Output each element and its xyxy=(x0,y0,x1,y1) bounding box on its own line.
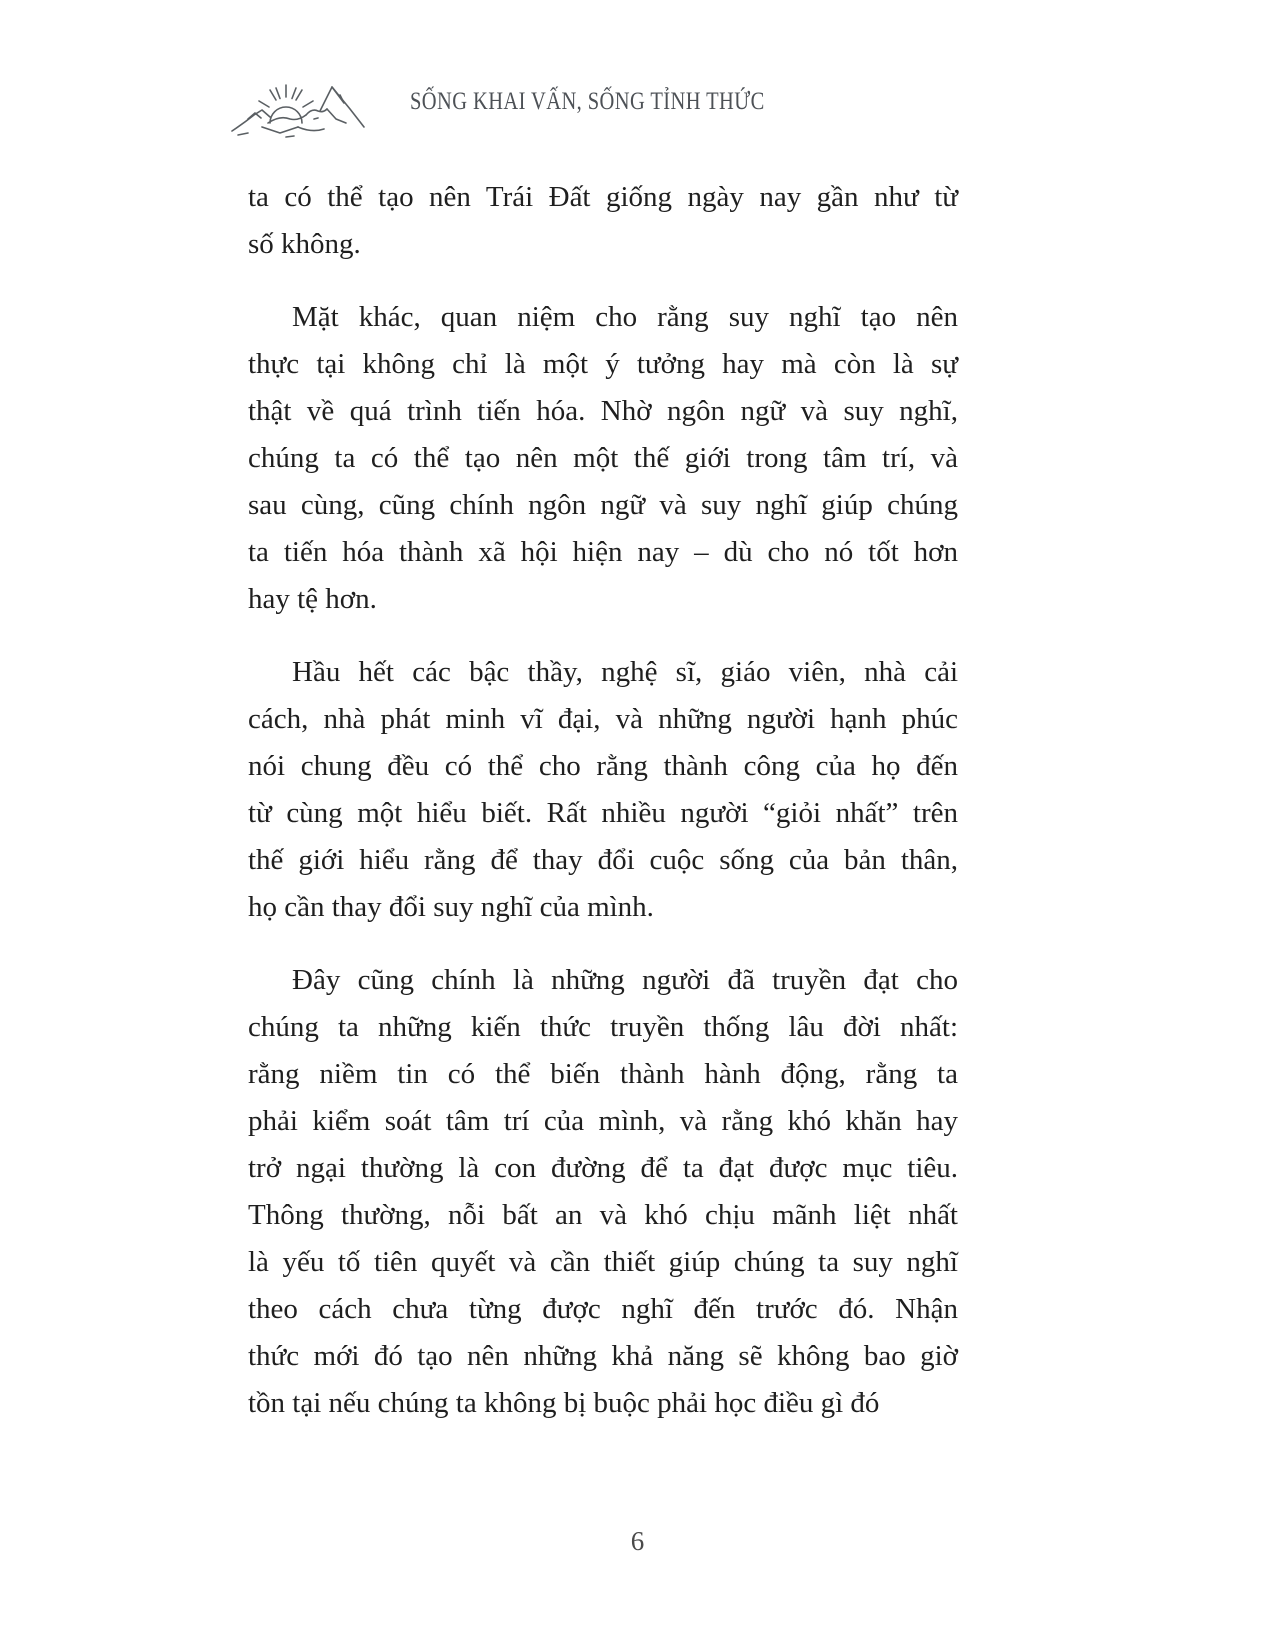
text-line: ta có thể tạo nên Trái Đất giống ngày nay gần như từ xyxy=(248,181,958,213)
text-line: trở ngại thường là con đường để ta đạt được mục tiêu. xyxy=(248,1152,958,1184)
text-line: rằng niềm tin có thể biến thành hành động, rằng ta xyxy=(248,1058,958,1090)
text-line: thế giới hiểu rằng để thay đổi cuộc sống của bản thân, xyxy=(248,844,958,876)
text-line: cách, nhà phát minh vĩ đại, và những người hạnh phúc xyxy=(248,703,958,735)
text-line: thật về quá trình tiến hóa. Nhờ ngôn ngữ và suy nghĩ, xyxy=(248,395,958,427)
text-line: họ cần thay đổi suy nghĩ của mình. xyxy=(248,891,654,923)
text-line: nói chung đều có thể cho rằng thành công của họ đến xyxy=(248,750,958,782)
text-line: số không. xyxy=(248,228,361,260)
text-line: thức mới đó tạo nên những khả năng sẽ không bao giờ xyxy=(248,1340,958,1372)
running-head-title: SỐNG KHAI VẤN, SỐNG TỈNH THỨC xyxy=(410,88,765,115)
page-number: 6 xyxy=(630,1526,645,1556)
body-text xyxy=(248,174,958,1427)
text-line: từ cùng một hiểu biết. Rất nhiều người “giỏi nhất” trên xyxy=(248,797,958,829)
text-line: phải kiểm soát tâm trí của mình, và rằng khó khăn hay xyxy=(248,1105,958,1137)
text-line: tồn tại nếu chúng ta không bị buộc phải học điều gì đó xyxy=(248,1387,880,1419)
text-line: chúng ta những kiến thức truyền thống lâu đời nhất: xyxy=(248,1011,958,1043)
mountain-sunrise-logo-icon xyxy=(228,61,370,143)
text-line: ta tiến hóa thành xã hội hiện nay – dù cho nó tốt hơn xyxy=(248,536,958,568)
text-line: Thông thường, nỗi bất an và khó chịu mãnh liệt nhất xyxy=(248,1199,958,1231)
text-line: chúng ta có thể tạo nên một thế giới trong tâm trí, và xyxy=(248,442,958,474)
text-line: là yếu tố tiên quyết và cần thiết giúp chúng ta suy nghĩ xyxy=(248,1246,958,1278)
text-line: Mặt khác, quan niệm cho rằng suy nghĩ tạo nên xyxy=(292,301,958,333)
paragraph xyxy=(248,174,958,268)
paragraph xyxy=(248,649,958,931)
text-line: hay tệ hơn. xyxy=(248,583,377,615)
text-line: theo cách chưa từng được nghĩ đến trước đó. Nhận xyxy=(248,1293,958,1325)
text-line: Hầu hết các bậc thầy, nghệ sĩ, giáo viên, nhà cải xyxy=(292,656,958,688)
paragraph xyxy=(248,957,958,1427)
text-line: Đây cũng chính là những người đã truyền đạt cho xyxy=(292,964,958,996)
paragraph xyxy=(248,294,958,623)
text-line: thực tại không chỉ là một ý tưởng hay mà còn là sự xyxy=(248,348,958,380)
text-line: sau cùng, cũng chính ngôn ngữ và suy nghĩ giúp chúng xyxy=(248,489,958,521)
running-head-bar xyxy=(228,60,843,144)
